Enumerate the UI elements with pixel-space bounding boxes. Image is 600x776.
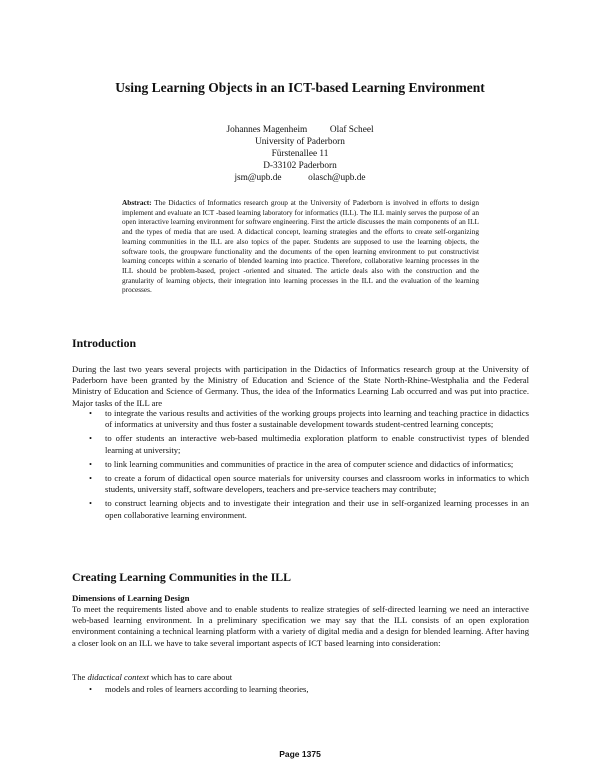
list-item: • to integrate the various results and activities of the working groups projects into learning and teaching practice in didactics of informatics at university and thus foster a sustainable development towards student-centred learning concepts; <box>89 408 529 430</box>
bullet-icon: • <box>89 473 93 484</box>
author-block <box>0 124 600 184</box>
bullet-icon: • <box>89 458 93 469</box>
list-item: • to create a forum of didactical open source materials for university courses and classroom works in informatics to which students, university staff, software developers, teachers and pre-service teachers may contribute; <box>89 473 529 495</box>
page-number: Page 1375 <box>279 749 321 759</box>
affiliation-line: Fürstenallee 11 <box>271 149 329 159</box>
bullet-icon: • <box>89 684 93 694</box>
communities-bullet-list <box>72 684 529 698</box>
didactical-context-term: didactical context <box>87 672 149 682</box>
paper-title: Using Learning Objects in an ICT-based Learning Environment <box>115 80 485 95</box>
author-emails <box>0 172 600 184</box>
bullet-icon: • <box>89 433 93 444</box>
abstract <box>122 198 479 295</box>
subsection-heading: Dimensions of Learning Design <box>72 593 190 603</box>
intro-bullet-list <box>72 408 529 524</box>
section-heading-introduction: Introduction <box>72 336 137 350</box>
author-name: Johannes Magenheim <box>226 125 308 135</box>
communities-paragraph: To meet the requirements listed above and to enable students to realize strategies of self-directed learning we need an interactive web-based learning environment. In a preliminary specification we may say that the ILL consists of an open exploration environment containing a technical learning platform with a variety of digital media and a design for blended learning. After having a closer look on an ILL we have to take several important aspects of ICT based learning into consideration: <box>72 604 529 648</box>
affiliation-line: D-33102 Paderborn <box>263 161 337 171</box>
didactical-context-line: The didactical context which has to care about <box>72 672 233 682</box>
bullet-icon: • <box>89 408 93 418</box>
author-email: olasch@upb.de <box>308 173 366 183</box>
abstract-text: The Didactics of Informatics research group at the University of Paderborn is involved in efforts to design implement and evaluate an ICT -based learning laboratory for informatics (ILL). The ILL mainly serves the purpose of an open interactive learning environment for software engineering. First the article discusses the main components of an ILL and the types of media that are used. A didactical concept, learning strategies and the efforts to create self-organizing learning communities in the ILL are also topics of the paper. Students are supposed to use the learning objects, the software tools, the groupware functionality and the documents of the open learning environment to put constructivist learning concepts within a scenario of blended learning into practice. Therefore, collaborative learning processes in the ILL should be problem-based, project -oriented and situated. The article deals also with the construction and the granularity of learning objects, their integration into learning processes in the ILL and the evaluation of the learning processes. <box>122 198 479 295</box>
intro-paragraph: During the last two years several projects with participation in the Didactics of Informatics research group at the University of Paderborn have been granted by the Ministry of Education and Science of the State North-Rhine-Westphalia and the Federal Ministry of Education and Science of Germany. Thus, the idea of the Informatics Learning Lab occurred and was put into practice. Major tasks of the ILL are <box>72 364 529 408</box>
bullet-icon: • <box>89 498 93 509</box>
section-heading-communities: Creating Learning Communities in the ILL <box>72 570 292 584</box>
affiliation-line: University of Paderborn <box>255 137 345 147</box>
abstract-label: Abstract: <box>122 198 152 207</box>
author-names <box>0 124 600 136</box>
list-item: • to link learning communities and communities of practice in the area of computer science and didactics of informatics; <box>89 458 514 469</box>
list-item: • models and roles of learners according to learning theories, <box>89 684 309 694</box>
author-name: Olaf Scheel <box>329 125 374 135</box>
list-item: • to construct learning objects and to investigate their integration and their use in self-organized learning processes in an open collaborative learning environment. <box>89 498 529 520</box>
list-item: • to offer students an interactive web-based multimedia exploration platform to enable constructivist types of blended learning at university; <box>89 433 529 455</box>
author-email: jsm@upb.de <box>234 173 282 183</box>
